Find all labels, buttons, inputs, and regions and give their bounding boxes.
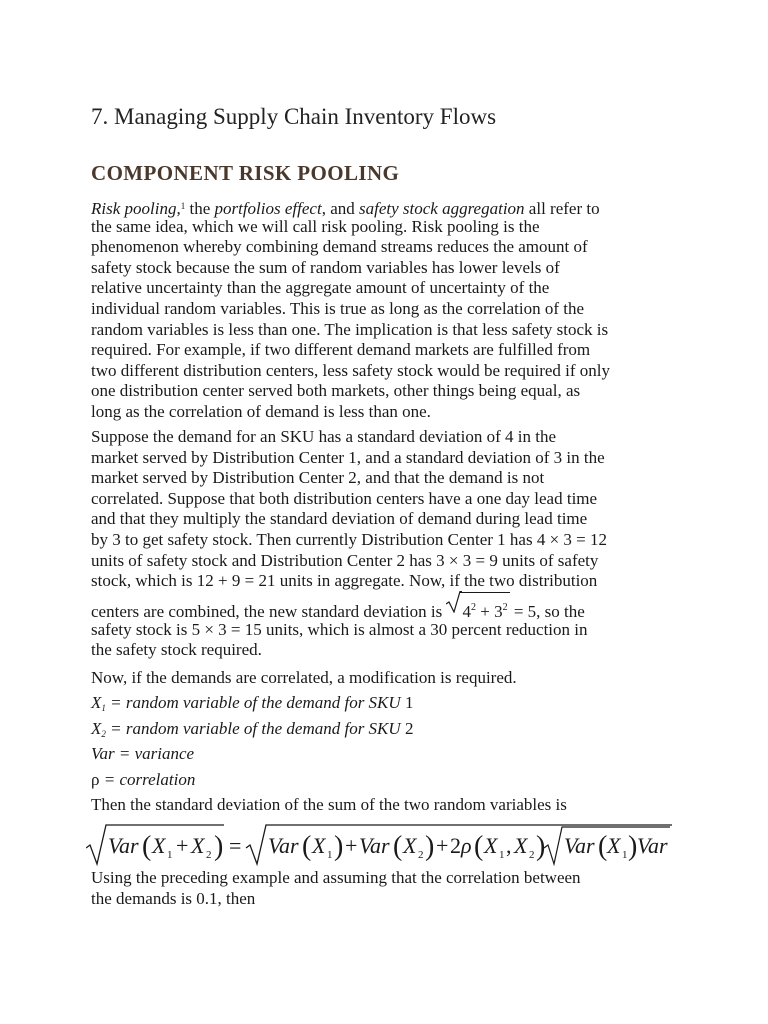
paragraph-line-sqrt bbox=[91, 592, 681, 620]
paragraph-line: Now, if the demands are correlated, a modification is required. bbox=[91, 668, 517, 687]
svg-text:+: + bbox=[345, 833, 358, 858]
svg-text:Var: Var bbox=[564, 833, 595, 858]
paragraph-line: phenomenon whereby combining demand streams reduces the amount of bbox=[91, 237, 588, 257]
svg-text:2: 2 bbox=[418, 849, 424, 861]
term-safety-stock-aggregation: safety stock aggregation bbox=[358, 199, 525, 218]
svg-text:ρ: ρ bbox=[461, 833, 472, 858]
symbol: X bbox=[91, 718, 102, 738]
text-span: the bbox=[185, 199, 215, 218]
variance-formula bbox=[86, 822, 672, 866]
definition-x2 bbox=[91, 716, 681, 742]
sqrt-exponent-a: 2 bbox=[470, 601, 476, 613]
paragraph-line: Using the preceding example and assuming that the correlation between bbox=[91, 868, 581, 887]
paragraph-line: the demands is 0.1, then bbox=[91, 888, 256, 908]
definition-rho bbox=[91, 767, 681, 793]
sqrt-base-b: 3 bbox=[494, 601, 503, 621]
svg-text:): ) bbox=[425, 831, 435, 862]
svg-text:(: ( bbox=[474, 831, 484, 862]
svg-text:+: + bbox=[176, 833, 189, 858]
svg-text:X: X bbox=[607, 833, 621, 858]
sqrt-exponent-b: 2 bbox=[502, 601, 508, 613]
paragraph-line: the safety stock required. bbox=[91, 640, 262, 660]
paragraph-line: safety stock is 5 × 3 = 15 units, which is almost a 30 percent reduction in bbox=[91, 619, 588, 639]
svg-text:Var: Var bbox=[637, 833, 668, 858]
symbol-subscript: 1 bbox=[101, 703, 106, 713]
svg-text:(: ( bbox=[142, 831, 152, 862]
paragraph-line: required. For example, if two different demand markets are fulfilled from bbox=[91, 340, 591, 360]
symbol: X bbox=[91, 693, 102, 712]
svg-text:1: 1 bbox=[167, 849, 173, 861]
text-span: = 5, so the bbox=[509, 601, 585, 621]
paragraph-line: by 3 to get safety stock. Then currently Distribution Center 1 has 4 × 3 = 12 bbox=[91, 529, 608, 549]
svg-text:1: 1 bbox=[327, 849, 333, 861]
term-portfolios-effect: portfolios effect bbox=[214, 199, 322, 218]
radical-sign-icon bbox=[446, 591, 462, 613]
symbol: Var bbox=[91, 744, 115, 763]
term-risk-pooling: Risk pooling, bbox=[91, 199, 181, 218]
symbol: ρ bbox=[91, 769, 100, 789]
text-span: , and bbox=[321, 199, 359, 218]
paragraph-line: Then the standard deviation of the sum of the two random variables is bbox=[91, 795, 567, 814]
svg-text:): ) bbox=[536, 831, 546, 862]
svg-text:X: X bbox=[312, 833, 326, 858]
paragraph-correlated bbox=[91, 668, 681, 689]
svg-text:Var: Var bbox=[359, 833, 390, 858]
svg-text:(: ( bbox=[393, 831, 403, 862]
sqrt-plus: + bbox=[475, 601, 495, 621]
paragraph-line: random variables is less than one. The implication is that less safety stock is bbox=[91, 319, 609, 339]
svg-text:X: X bbox=[191, 833, 205, 858]
svg-text:=: = bbox=[229, 833, 242, 858]
svg-text:X: X bbox=[152, 833, 166, 858]
definition-var bbox=[91, 741, 681, 767]
paragraph-example bbox=[91, 427, 681, 661]
footnote-ref[interactable]: 1 bbox=[180, 201, 186, 211]
sqrt-base-a: 4 bbox=[462, 601, 471, 621]
definition-number: 1 bbox=[404, 693, 414, 712]
paragraph-line: two different distribution centers, less safety stock would be required if only bbox=[91, 360, 611, 380]
svg-text:X: X bbox=[403, 833, 417, 858]
paragraph-line: market served by Distribution Center 2, and that the demand is not bbox=[91, 468, 545, 488]
svg-text:): ) bbox=[334, 831, 344, 862]
svg-text:+: + bbox=[436, 833, 449, 858]
sqrt-expression bbox=[446, 592, 509, 627]
text-span: all refer to bbox=[524, 199, 600, 218]
paragraph-line: correlated. Suppose that both distribution centers have a one day lead time bbox=[91, 488, 598, 508]
definition-text: = random variable of the demand for SKU bbox=[105, 693, 405, 712]
svg-text:,: , bbox=[506, 833, 512, 858]
svg-text:(: ( bbox=[598, 831, 608, 862]
definitions-list bbox=[91, 690, 681, 792]
paragraph-line: relative uncertainty than the aggregate amount of uncertainty of the bbox=[91, 278, 550, 298]
paragraph-line: stock, which is 12 + 9 = 21 units in aggregate. Now, if the two distribution bbox=[91, 571, 598, 591]
paragraph-line: one distribution center served both markets, other things being equal, as bbox=[91, 381, 581, 401]
paragraph-line: safety stock because the sum of random variables has lower levels of bbox=[91, 257, 560, 277]
svg-text:(: ( bbox=[302, 831, 312, 862]
paragraph-line: and that they multiply the standard deviation of demand during lead time bbox=[91, 509, 588, 529]
paragraph-line: the same idea, which we will call risk pooling. Risk pooling is the bbox=[91, 216, 540, 236]
section-title: COMPONENT RISK POOLING bbox=[91, 161, 400, 185]
svg-text:1: 1 bbox=[499, 849, 505, 861]
svg-text:2: 2 bbox=[206, 849, 212, 861]
definition-x1 bbox=[91, 690, 681, 716]
paragraph-line: Suppose the demand for an SKU has a standard deviation of 4 in the bbox=[91, 427, 557, 446]
paragraph-line: market served by Distribution Center 1, and a standard deviation of 3 in the bbox=[91, 447, 605, 467]
paragraph-line: units of safety stock and Distribution Center 2 has 3 × 3 = 9 units of safety bbox=[91, 550, 599, 570]
definition-text: = correlation bbox=[99, 769, 196, 789]
paragraph-using bbox=[91, 868, 681, 909]
definition-text: = random variable of the demand for SKU bbox=[105, 718, 405, 738]
chapter-title: 7. Managing Supply Chain Inventory Flows bbox=[91, 104, 497, 129]
definition-text: = variance bbox=[114, 744, 195, 763]
svg-text:Var: Var bbox=[108, 833, 139, 858]
svg-text:1: 1 bbox=[622, 849, 628, 861]
svg-text:): ) bbox=[628, 831, 638, 862]
paragraph-risk-pooling bbox=[91, 196, 681, 423]
paragraph-line: individual random variables. This is true as long as the correlation of the bbox=[91, 298, 585, 318]
svg-text:X: X bbox=[484, 833, 498, 858]
text-span: centers are combined, the new standard deviation is bbox=[91, 601, 447, 621]
paragraph-then bbox=[91, 795, 681, 816]
svg-text:X: X bbox=[514, 833, 528, 858]
definition-number: 2 bbox=[404, 718, 414, 738]
paragraph-line: long as the correlation of demand is less than one. bbox=[91, 401, 431, 421]
svg-text:2: 2 bbox=[450, 833, 461, 858]
symbol-subscript: 2 bbox=[101, 728, 106, 739]
svg-text:2: 2 bbox=[529, 849, 535, 861]
paragraph-line bbox=[91, 196, 681, 217]
svg-text:Var: Var bbox=[268, 833, 299, 858]
svg-text:): ) bbox=[214, 831, 224, 862]
